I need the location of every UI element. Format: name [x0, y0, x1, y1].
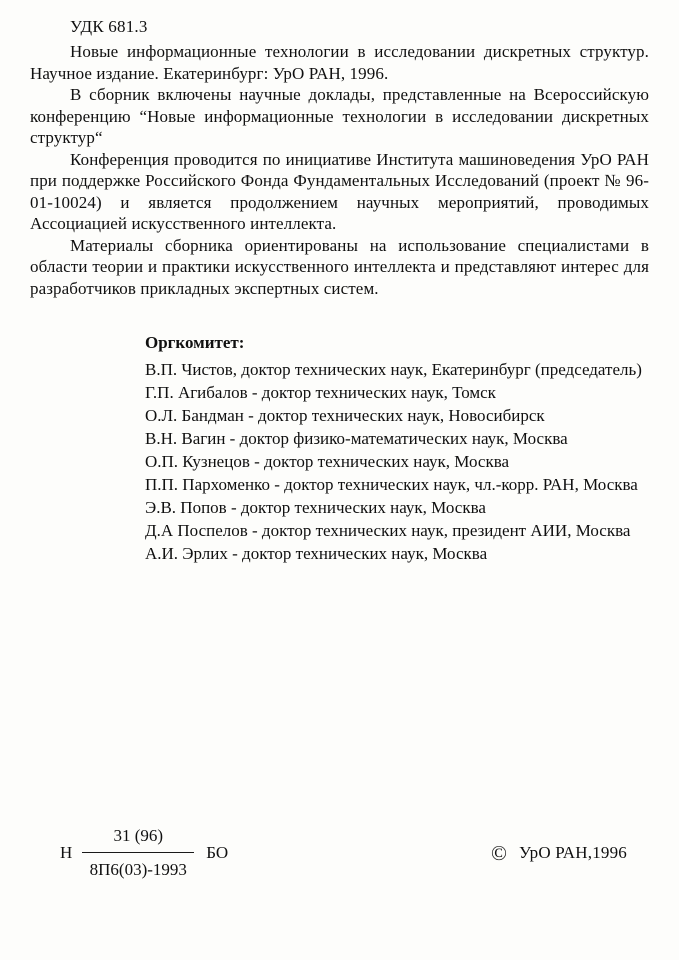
committee-member: Г.П. Агибалов - доктор технических наук, Томск: [145, 383, 496, 402]
paragraph-conference: Конференция проводится по инициативе Института машиноведения УрО РАН при поддержке Российского Фонда Фундаментальных Исследований (проект № 96-01-10024) и является продолжением научных мероприятий, проводимых Ассоциацией искусственного интеллекта.: [30, 149, 649, 233]
committee-member: Д.А Поспелов - доктор технических наук, президент АИИ, Москва: [145, 521, 631, 540]
catalog-code: [60, 826, 228, 880]
committee-member: О.П. Кузнецов - доктор технических наук, Москва: [145, 452, 510, 471]
committee-member: В.П. Чистов, доктор технических наук, Екатеринбург (председатель): [145, 360, 642, 379]
copyright-text: УрО РАН,1996: [518, 843, 627, 862]
catalog-numerator: 31 (96): [113, 826, 164, 845]
committee-member: О.Л. Бандман - доктор технических наук, Новосибирск: [145, 406, 545, 425]
committee-heading: Оргкомитет:: [145, 333, 245, 352]
paragraph-abstract: В сборник включены научные доклады, представленные на Всероссийскую конференцию “Новые информационные технологии в исследовании дискретных структур“: [30, 85, 649, 147]
udk-code: УДК 681.3: [70, 17, 148, 36]
catalog-fraction: [82, 826, 194, 880]
committee-member: В.Н. Вагин - доктор физико-математических наук, Москва: [145, 429, 568, 448]
paragraph-edition: Новые информационные технологии в исследовании дискретных структур. Научное издание. Екатеринбург: УрО РАН, 1996.: [30, 42, 649, 83]
organizing-committee: [145, 331, 649, 565]
catalog-letter: Н: [60, 843, 73, 862]
copyright-icon: ©: [490, 840, 507, 865]
paragraph-audience: Материалы сборника ориентированы на использование специалистами в области теории и практики искусственного интеллекта и представляют интерес для разработчиков прикладных экспертных систем.: [30, 235, 649, 298]
copyright-notice: [490, 840, 627, 865]
catalog-suffix: БО: [206, 843, 229, 862]
imprint-footer: [60, 826, 627, 880]
committee-member: П.П. Пархоменко - доктор технических наук, чл.-корр. РАН, Москва: [145, 475, 638, 494]
committee-member: Э.В. Попов - доктор технических наук, Москва: [145, 498, 486, 517]
catalog-denominator: 8П6(03)-1993: [89, 860, 187, 879]
committee-member: А.И. Эрлих - доктор технических наук, Москва: [145, 544, 488, 563]
